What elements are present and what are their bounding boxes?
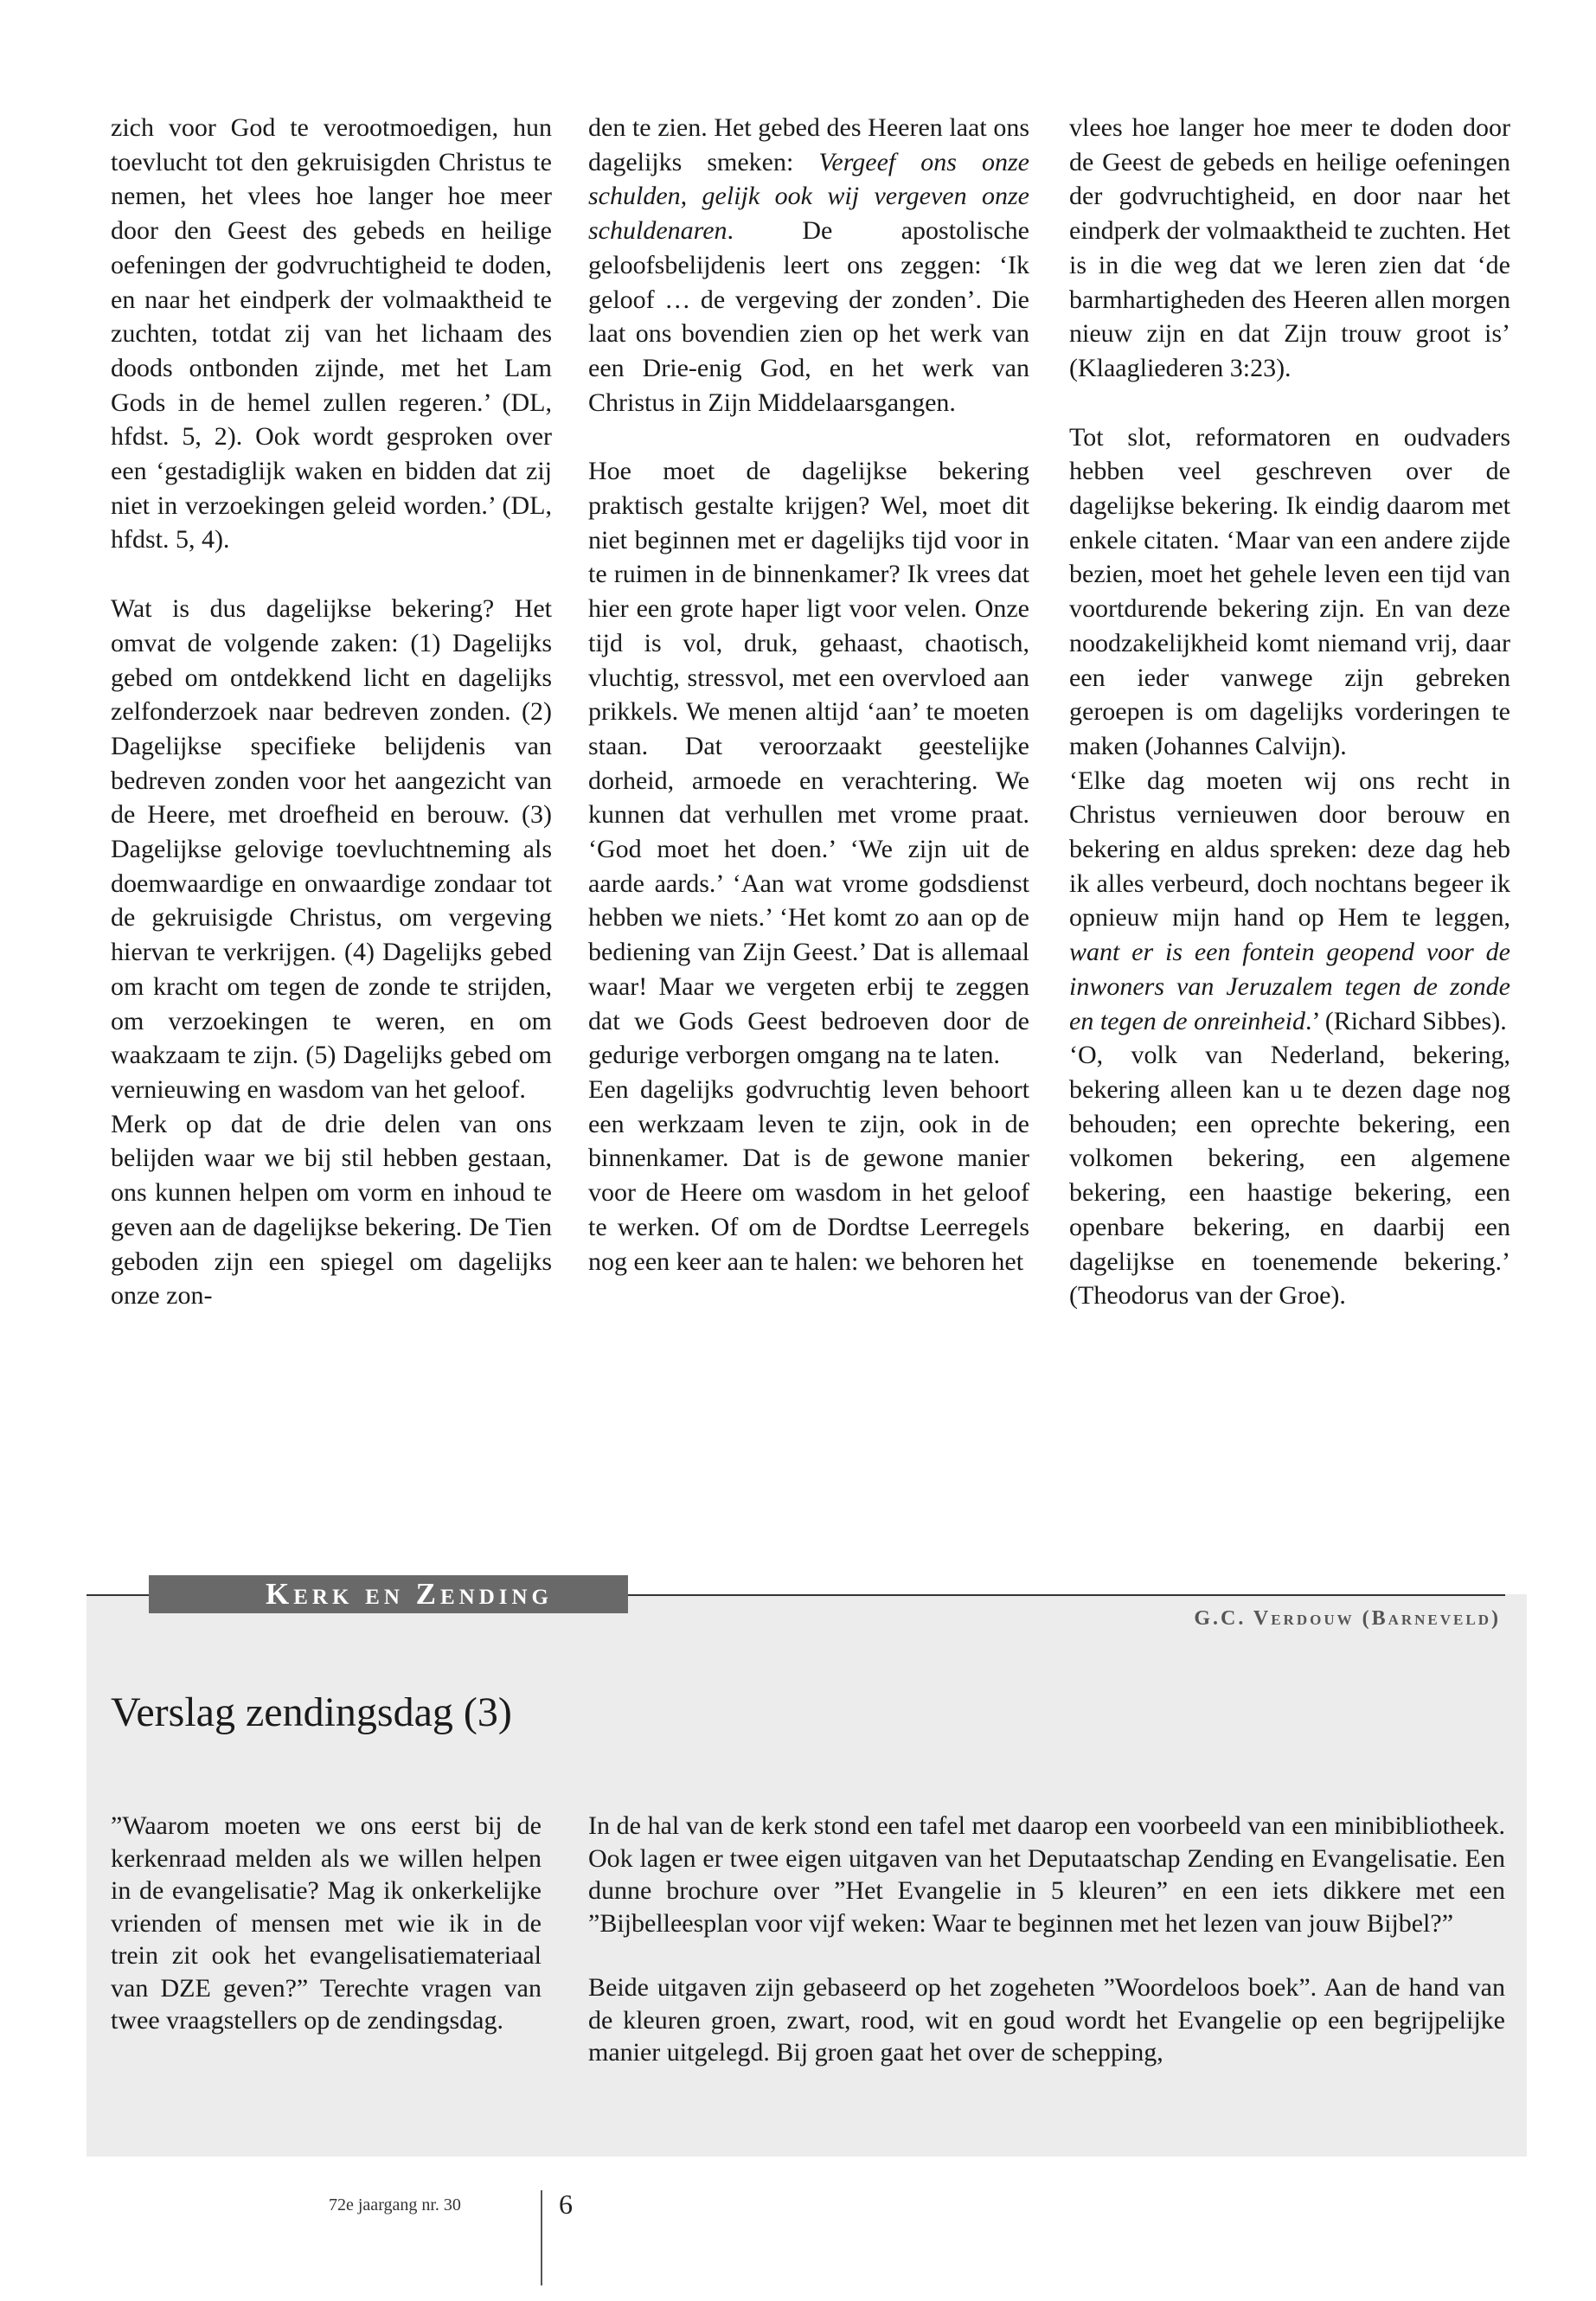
text-run: ‘Elke dag moeten wij ons recht in Christus vernieuwen door berouw en bekering en aldus spreken: deze dag heb ik alles verbeurd, doch nochtans begeer ik opnieuw mijn hand op Hem te leggen, <box>1069 766 1510 933</box>
paragraph <box>588 111 1029 420</box>
issue-label: 72e jaargang nr. 30 <box>329 2195 461 2214</box>
paragraph: Een dagelijks godvruchtig leven behoort een werkzaam leven te zijn, ook in de binnenkamer. Dat is de gewone manier voor de Heere om wasdom in het geloof te werken. Of om de Dordtse Leerregels nog een keer aan te halen: we behoren het <box>588 1074 1029 1276</box>
article-column-3 <box>1069 111 1510 1313</box>
article-column-1 <box>111 111 552 1313</box>
section-body-column <box>588 1810 1505 2069</box>
italic-quote: want er is een fontein geopend voor de inwoners van Jeruzalem tegen de zonde en tegen de onreinheid <box>1069 938 1510 1035</box>
paragraph: Merk op dat de drie delen van ons belijden waar we bij stil hebben gestaan, ons kunnen helpen om vorm en inhoud te geven aan de dagelijkse bekering. De Tien geboden zijn een spiegel om dagelijks onze zon- <box>111 1109 552 1311</box>
paragraph: Beide uitgaven zijn gebaseerd op het zogeheten ”Woordeloos boek”. Aan de hand van de kleuren groen, zwart, rood, wit en goud wordt het Evangelie op een begrijpelijke manier uitgelegd. Bij groen gaat het over de schepping, <box>588 1973 1505 2067</box>
paragraph: ”Waarom moeten we ons eerst bij de kerkenraad melden als we willen helpen in de evangelisatie? Mag ik onkerkelijke vrienden of mensen met wie ik in de trein zit ook het evangelisatiemateriaal van DZE geven?” Terechte vragen van twee vraagstellers op de zendingsdag. <box>111 1811 542 2035</box>
page-number: 6 <box>559 2189 573 2220</box>
paragraph: vlees hoe langer hoe meer te doden door de Geest de gebeds en heilige oefeningen der godvruchtigheid, en door naar het eindperk der volmaaktheid te zuchten. Het is in die weg dat we leren zien dat ‘de barmhartigheden des Heeren allen morgen nieuw zijn en dat Zijn trouw groot is’ (Klaagliederen 3:23). <box>1069 113 1510 382</box>
section-author: G.C. Verdouw (Barneveld) <box>1194 1607 1501 1630</box>
paragraph <box>1069 764 1510 1039</box>
text-run: den te zien. Het gebed des Heeren laat ons dagelijks smeken: <box>588 113 1029 176</box>
article-column-2 <box>588 111 1029 1279</box>
section-intro-column <box>111 1810 542 2037</box>
paragraph: Hoe moet de dagelijkse bekering praktisch gestalte krijgen? Wel, moet dit niet beginnen met er dagelijks tijd voor in te ruimen in de binnenkamer? Ik vrees dat hier een grote haper ligt voor velen. Onze tijd is vol, druk, gehaast, chaotisch, vluchtig, stressvol, met een overvloed aan prikkels. We menen altijd ‘aan’ te moeten staan. Dat veroorzaakt geestelijke dorheid, armoede en verachtering. We kunnen dat verhullen met vrome praat. ‘God moet het doen.’ ‘We zijn uit de aarde aards.’ ‘Aan wat vrome godsdienst hebben we niets.’ ‘Het komt zo aan op de bediening van Zijn Geest.’ Dat is allemaal waar! Maar we vergeten erbij te zeggen dat we Gods Geest bedroeven door de gedurige verborgen omgang na te laten. <box>588 457 1029 1070</box>
text-run: .’ (Richard Sibbes). <box>1304 1006 1507 1035</box>
section-title: Verslag zendingsdag (3) <box>111 1689 512 1735</box>
text-run: . De apostolische geloofsbelijdenis leert ons zeggen: ‘Ik geloof … de vergeving der zonden’. Die laat ons bovendien zien op het werk van een Drie-enig God, en het werk van Christus in Zijn Middelaarsgangen. <box>588 216 1029 417</box>
paragraph: Tot slot, reformatoren en oudvaders hebben veel geschreven over de dagelijkse bekering. Ik eindig daarom met enkele citaten. ‘Maar van een andere zijde bezien, moet het gehele leven een tijd van voortdurende bekering zijn. En van deze noodzakelijkheid komt niemand vrij, daar een ieder vanwege zijn gebreken geroepen is om dagelijks vorderingen te maken (Johannes Calvijn). <box>1069 422 1510 760</box>
paragraph: In de hal van de kerk stond een tafel met daarop een voorbeeld van een minibibliotheek. Ook lagen er twee eigen uitgaven van het Deputaatschap Zending en Evangelisatie. Een dunne brochure over ”Het Evangelie in 5 kleuren” en een iets dikkere met een ”Bijbelleesplan voor vijf weken: Waar te beginnen met het lezen van jouw Bijbel?” <box>588 1811 1505 1938</box>
section-banner: Kerk en Zending <box>149 1575 628 1613</box>
italic-quote: Vergeef ons onze schulden, gelijk ook wij vergeven onze schuldenaren <box>588 147 1029 246</box>
paragraph: ‘O, volk van Nederland, bekering, bekering alleen kan u te dezen dage nog behouden; een oprechte bekering, een volkomen bekering, een algemene bekering, een haastige bekering, een openbare bekering, en daarbij een dagelijkse en toenemende bekering.’ (Theodorus van der Groe). <box>1069 1041 1510 1311</box>
footer-divider <box>541 2190 542 2285</box>
paragraph: zich voor God te verootmoedigen, hun toevlucht tot den gekruisigden Christus te nemen, het vlees hoe langer hoe meer door den Geest des gebeds en heilige oefeningen der godvruchtigheid te doden, en naar het eindperk der volmaaktheid te zuchten, totdat zij van het lichaam des doods ontbonden zijnde, met het Lam Gods in de hemel zullen regeren.’ (DL, hfdst. 5, 2). Ook wordt gesproken over een ‘gestadiglijk waken en bidden dat zij niet in verzoekingen geleid worden.’ (DL, hfdst. 5, 4). <box>111 113 552 554</box>
paragraph: Wat is dus dagelijkse bekering? Het omvat de volgende zaken: (1) Dagelijks gebed om ontdekkend licht en dagelijks zelfonderzoek naar bedreven zonden. (2) Dagelijkse specifieke belijdenis van bedreven zonden voor het aangezicht van de Heere, met droefheid en berouw. (3) Dagelijkse gelovige toevluchtneming als doemwaardige en onwaardige zondaar tot de gekruisigde Christus, om vergeving hiervan te verkrijgen. (4) Dagelijks gebed om kracht om tegen de zonde te strijden, om verzoekingen te weren, en om waakzaam te zijn. (5) Dagelijks gebed om vernieuwing en wasdom van het geloof. <box>111 594 552 1104</box>
